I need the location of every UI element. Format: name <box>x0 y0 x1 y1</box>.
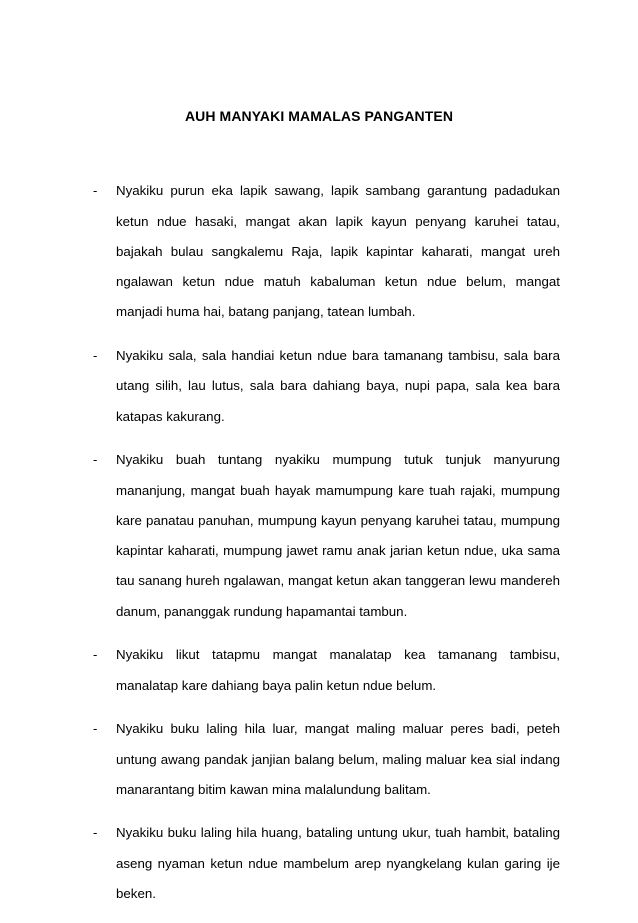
list-item-text: Nyakiku buah tuntang nyakiku mumpung tutuk tunjuk manyurung mananjung, mangat buah hayak mamumpung kare tuah rajaki, mumpung kare panatau panuhan, mumpung kayun penyang karuhei tatau, mumpung kapintar kaharati, mumpung jawet ramu anak jarian ketun ndue, uka sama tau sanang hureh ngalawan, mangat ketun akan tanggeran lewu mandereh danum, pananggak rundung hapamantai tambun. <box>116 452 560 619</box>
dash-bullet: - <box>93 721 98 737</box>
list-item-text: Nyakiku sala, sala handiai ketun ndue bara tamanang tambisu, sala bara utang silih, lau lutus, sala bara dahiang baya, nupi papa, sala kea bara katapas kakurang. <box>116 348 560 424</box>
dash-bullet: - <box>93 647 98 663</box>
list-item <box>0 640 638 701</box>
list-item <box>0 714 638 805</box>
document-title <box>0 106 638 126</box>
dash-bullet: - <box>93 183 98 199</box>
dash-bullet: - <box>93 348 98 364</box>
list-item <box>0 176 638 327</box>
list-item <box>0 341 638 432</box>
list-item <box>0 818 638 909</box>
dash-bullet: - <box>93 452 98 468</box>
list-item-text: Nyakiku buku laling hila huang, bataling untung ukur, tuah hambit, bataling aseng nyaman ketun ndue mambelum arep nyangkelang kulan garing ije beken. <box>116 825 560 902</box>
document-title-text: AUH MANYAKI MAMALAS PANGANTEN <box>184 108 454 124</box>
dash-bullet: - <box>93 825 98 841</box>
list-item-text: Nyakiku buku laling hila luar, mangat maling maluar peres badi, peteh untung awang pandak janjian balang belum, maling maluar kea sial indang manarantang bitim kawan mina malalundung balitam. <box>116 721 560 797</box>
list-item-text: Nyakiku likut tatapmu mangat manalatap kea tamanang tambisu, manalatap kare dahiang baya palin ketun ndue belum. <box>116 647 560 693</box>
paragraph-list <box>0 163 638 923</box>
list-item <box>0 445 638 627</box>
list-item-text: Nyakiku purun eka lapik sawang, lapik sambang garantung padadukan ketun ndue hasaki, mangat akan lapik kayun penyang karuhei tatau, bajakah bulau sangkalemu Raja, lapik kapintar kaharati, mangat ureh ngalawan ketun ndue matuh kabaluman ketun ndue belum, mangat manjadi huma hai, batang panjang, tatean lumbah. <box>116 183 560 320</box>
